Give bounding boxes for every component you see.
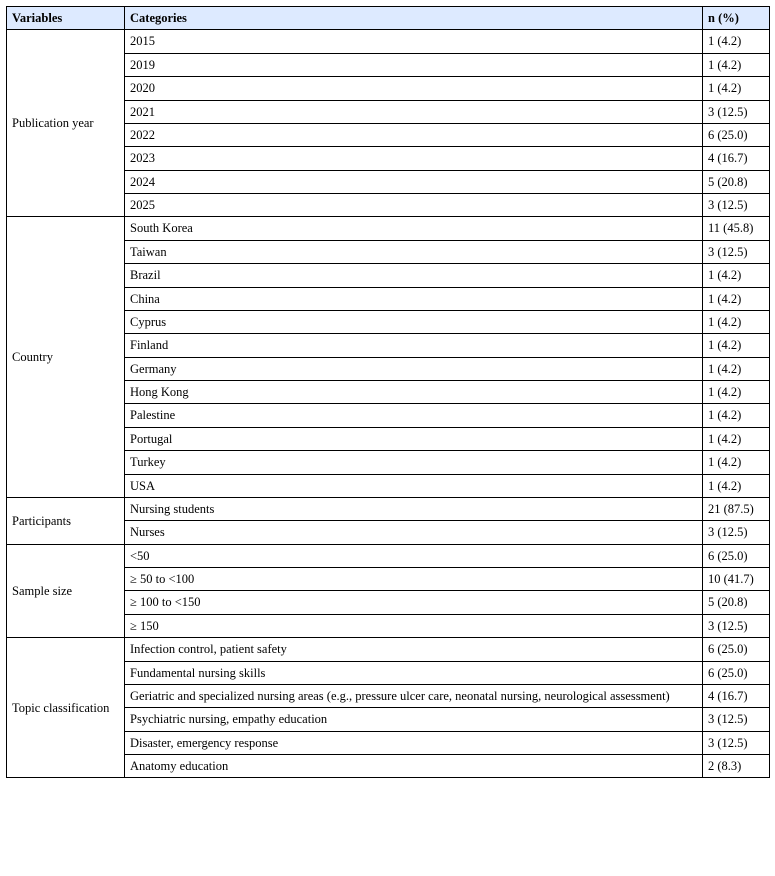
variable-cell: Country [7, 217, 125, 498]
category-cell: Finland [125, 334, 703, 357]
category-cell: 2023 [125, 147, 703, 170]
column-header-categories: Categories [125, 7, 703, 30]
count-percent-cell: 6 (25.0) [703, 544, 770, 567]
category-cell: ≥ 150 [125, 614, 703, 637]
column-header-variables: Variables [7, 7, 125, 30]
count-percent-cell: 1 (4.2) [703, 53, 770, 76]
count-percent-cell: 1 (4.2) [703, 30, 770, 53]
category-cell: 2024 [125, 170, 703, 193]
count-percent-cell: 1 (4.2) [703, 427, 770, 450]
characteristics-table [6, 6, 770, 778]
category-cell: USA [125, 474, 703, 497]
category-cell: ≥ 50 to <100 [125, 568, 703, 591]
category-cell: Psychiatric nursing, empathy education [125, 708, 703, 731]
category-cell: 2020 [125, 77, 703, 100]
count-percent-cell: 3 (12.5) [703, 731, 770, 754]
category-cell: ≥ 100 to <150 [125, 591, 703, 614]
count-percent-cell: 3 (12.5) [703, 708, 770, 731]
category-cell: 2021 [125, 100, 703, 123]
count-percent-cell: 6 (25.0) [703, 638, 770, 661]
category-cell: Geriatric and specialized nursing areas (e.g., pressure ulcer care, neonatal nursing, neurological assessment) [125, 684, 703, 707]
category-cell: Infection control, patient safety [125, 638, 703, 661]
column-header-n-percent: n (%) [703, 7, 770, 30]
count-percent-cell: 6 (25.0) [703, 123, 770, 146]
table-row [7, 497, 770, 520]
count-percent-cell: 4 (16.7) [703, 684, 770, 707]
category-cell: Fundamental nursing skills [125, 661, 703, 684]
category-cell: Anatomy education [125, 755, 703, 778]
category-cell: <50 [125, 544, 703, 567]
count-percent-cell: 3 (12.5) [703, 521, 770, 544]
count-percent-cell: 1 (4.2) [703, 310, 770, 333]
count-percent-cell: 1 (4.2) [703, 474, 770, 497]
count-percent-cell: 5 (20.8) [703, 170, 770, 193]
count-percent-cell: 2 (8.3) [703, 755, 770, 778]
variable-cell: Topic classification [7, 638, 125, 778]
count-percent-cell: 1 (4.2) [703, 287, 770, 310]
count-percent-cell: 1 (4.2) [703, 264, 770, 287]
table-row [7, 217, 770, 240]
category-cell: Turkey [125, 451, 703, 474]
count-percent-cell: 1 (4.2) [703, 77, 770, 100]
category-cell: Germany [125, 357, 703, 380]
count-percent-cell: 3 (12.5) [703, 240, 770, 263]
count-percent-cell: 5 (20.8) [703, 591, 770, 614]
table-row [7, 638, 770, 661]
count-percent-cell: 1 (4.2) [703, 451, 770, 474]
category-cell: Cyprus [125, 310, 703, 333]
count-percent-cell: 10 (41.7) [703, 568, 770, 591]
category-cell: Portugal [125, 427, 703, 450]
category-cell: Hong Kong [125, 381, 703, 404]
table-header-row [7, 7, 770, 30]
variable-cell: Participants [7, 497, 125, 544]
count-percent-cell: 3 (12.5) [703, 614, 770, 637]
count-percent-cell: 11 (45.8) [703, 217, 770, 240]
count-percent-cell: 4 (16.7) [703, 147, 770, 170]
table-body [7, 30, 770, 778]
category-cell: 2019 [125, 53, 703, 76]
count-percent-cell: 3 (12.5) [703, 100, 770, 123]
count-percent-cell: 1 (4.2) [703, 404, 770, 427]
count-percent-cell: 1 (4.2) [703, 357, 770, 380]
count-percent-cell: 1 (4.2) [703, 381, 770, 404]
table-row [7, 544, 770, 567]
category-cell: Taiwan [125, 240, 703, 263]
count-percent-cell: 3 (12.5) [703, 194, 770, 217]
category-cell: 2022 [125, 123, 703, 146]
variable-cell: Publication year [7, 30, 125, 217]
count-percent-cell: 1 (4.2) [703, 334, 770, 357]
category-cell: Disaster, emergency response [125, 731, 703, 754]
table-header [7, 7, 770, 30]
category-cell: Nursing students [125, 497, 703, 520]
table-row [7, 30, 770, 53]
category-cell: Nurses [125, 521, 703, 544]
variable-cell: Sample size [7, 544, 125, 638]
category-cell: Palestine [125, 404, 703, 427]
count-percent-cell: 6 (25.0) [703, 661, 770, 684]
category-cell: China [125, 287, 703, 310]
category-cell: Brazil [125, 264, 703, 287]
category-cell: 2015 [125, 30, 703, 53]
category-cell: 2025 [125, 194, 703, 217]
count-percent-cell: 21 (87.5) [703, 497, 770, 520]
category-cell: South Korea [125, 217, 703, 240]
